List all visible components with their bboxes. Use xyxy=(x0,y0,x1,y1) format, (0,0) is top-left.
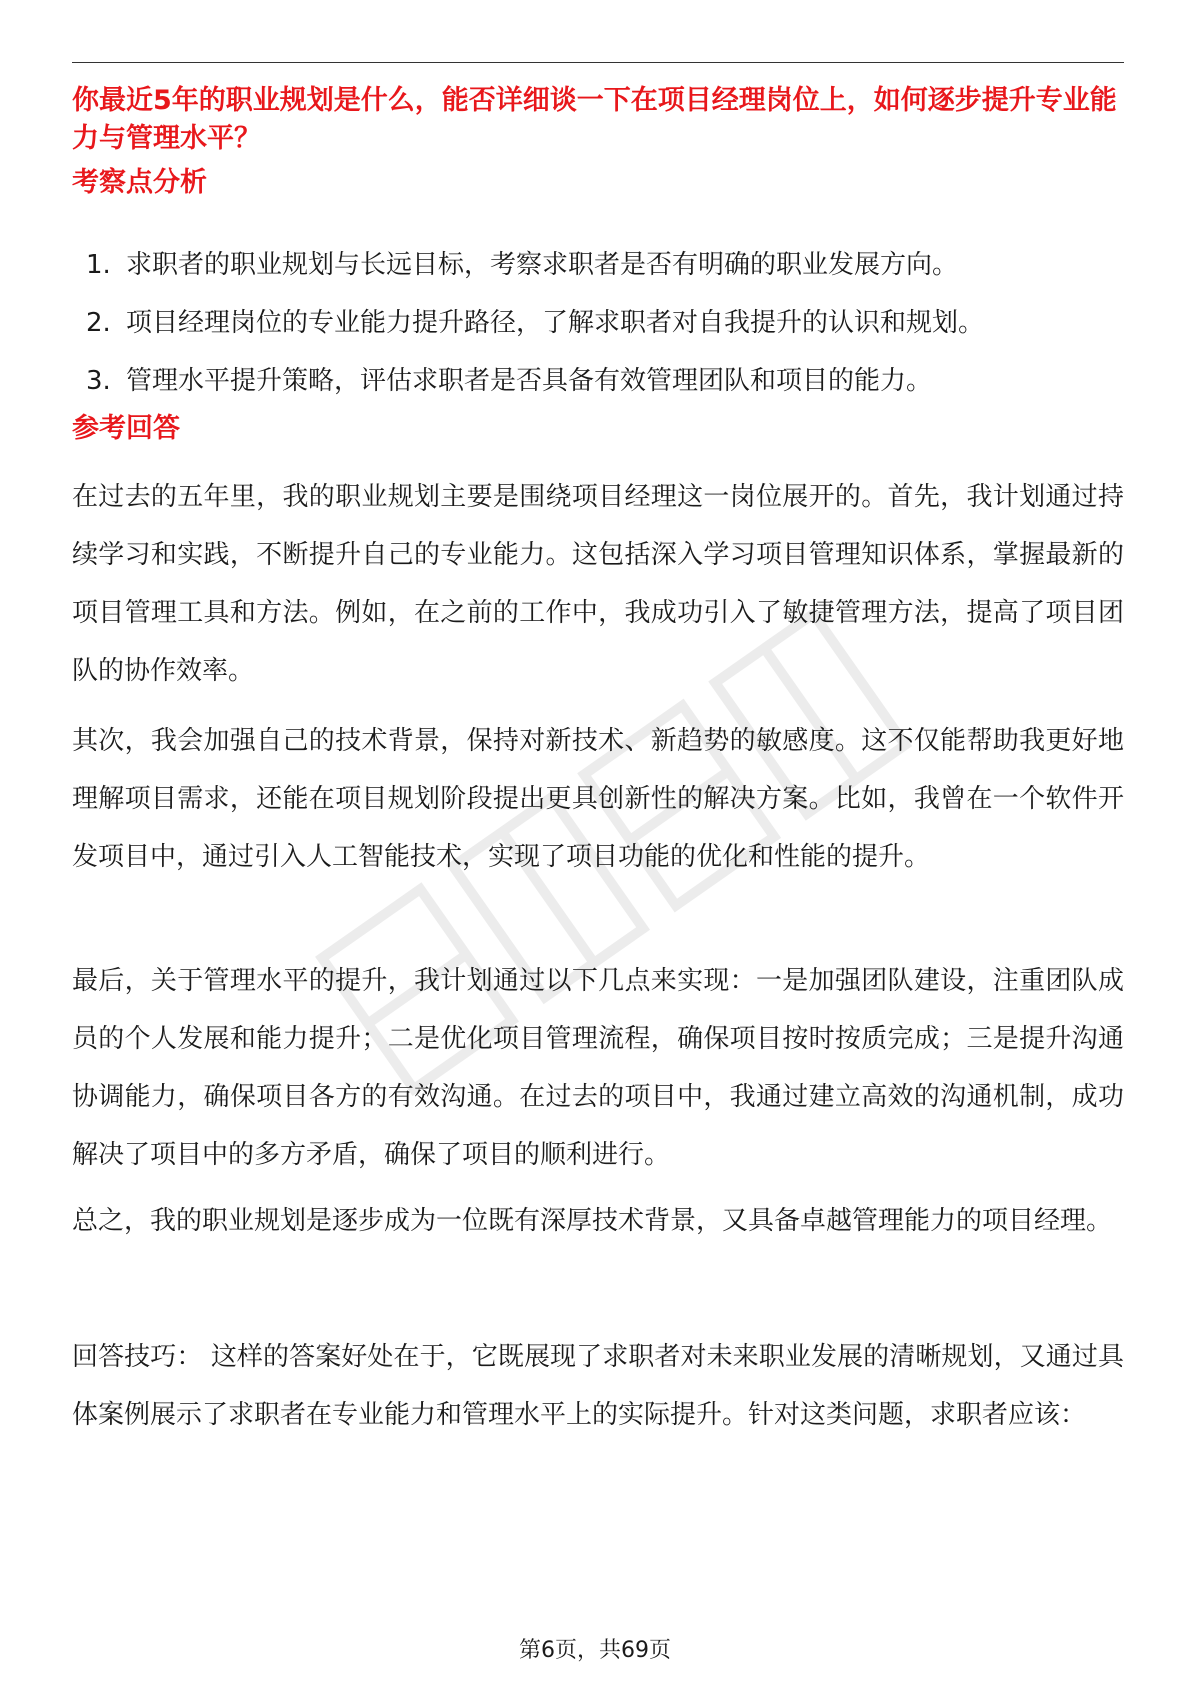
analysis-section-title: 考察点分析 xyxy=(72,167,207,198)
answer-paragraph: 最后，关于管理水平的提升，我计划通过以下几点来实现：一是加强团队建设，注重团队成员的个人发展和能力提升；二是优化项目管理流程，确保项目按时按质完成；三是提升沟通协调能力，确保项目各方的有效沟通。在过去的项目中，我通过建立高效的沟通机制，成功解决了项目中的多方矛盾，确保了项目的顺利进行。 xyxy=(72,966,1124,1170)
header-rule xyxy=(72,62,1124,63)
list-item xyxy=(72,304,1124,342)
answer-paragraph: 总之，我的职业规划是逐步成为一位既有深厚技术背景，又具备卓越管理能力的项目经理。 xyxy=(72,1206,1113,1236)
analysis-list xyxy=(72,246,1124,420)
list-item-text: 管理水平提升策略，评估求职者是否具备有效管理团队和项目的能力。 xyxy=(126,366,933,396)
answer-paragraph: 在过去的五年里，我的职业规划主要是围绕项目经理这一岗位展开的。首先，我计划通过持续学习和实践，不断提升自己的专业能力。这包括深入学习项目管理知识体系，掌握最新的项目管理工具和方法。例如，在之前的工作中，我成功引入了敏捷管理方法，提高了项目团队的协作效率。 xyxy=(72,482,1124,686)
answer-tips-paragraph: 回答技巧： 这样的答案好处在于，它既展现了求职者对未来职业发展的清晰规划，又通过具体案例展示了求职者在专业能力和管理水平上的实际提升。针对这类问题，求职者应该： xyxy=(72,1342,1124,1430)
list-item xyxy=(72,246,1124,284)
list-item-text: 求职者的职业规划与长远目标，考察求职者是否有明确的职业发展方向。 xyxy=(126,250,959,280)
list-item-number: 2. xyxy=(86,308,111,338)
page-number: 第6页，共69页 xyxy=(519,1638,671,1663)
answer-paragraph: 其次，我会加强自己的技术背景，保持对新技术、新趋势的敏感度。这不仅能帮助我更好地理解项目需求，还能在项目规划阶段提出更具创新性的解决方案。比如，我曾在一个软件开发项目中，通过引入人工智能技术，实现了项目功能的优化和性能的提升。 xyxy=(72,726,1124,872)
list-item xyxy=(72,362,1124,400)
list-item-text: 项目经理岗位的专业能力提升路径，了解求职者对自我提升的认识和规划。 xyxy=(126,308,985,338)
answer-section-title: 参考回答 xyxy=(72,413,180,444)
interview-question: 你最近5年的职业规划是什么，能否详细谈一下在项目经理岗位上，如何逐步提升专业能力与管理水平？ xyxy=(72,85,1117,154)
list-item-number: 3. xyxy=(86,366,111,396)
list-item-number: 1. xyxy=(86,250,111,280)
